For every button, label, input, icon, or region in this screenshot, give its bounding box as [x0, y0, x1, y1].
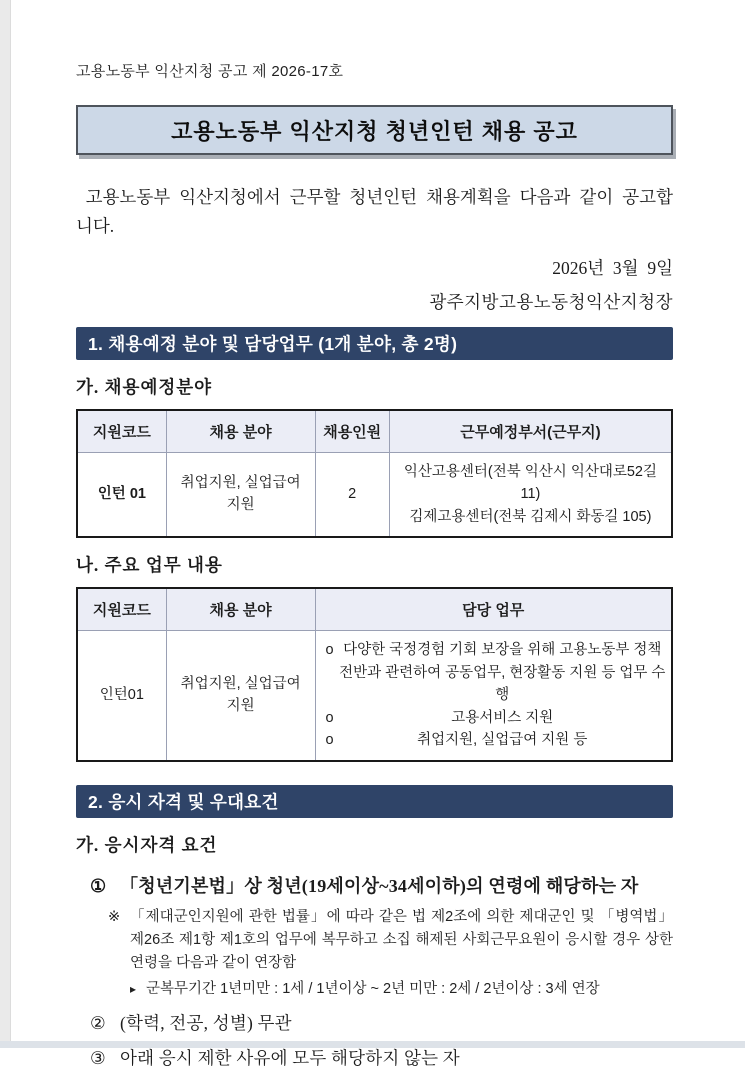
item-text: 「청년기본법」상 청년(19세이상~34세이하)의 연령에 해당하는 자	[120, 875, 639, 896]
service-period-extension	[130, 978, 673, 1000]
duty-bullet: o	[325, 732, 334, 749]
table2-header-duty: 담당 업무	[315, 588, 672, 631]
note-text: 「제대군인지원에 관한 법률」에 따라 같은 법 제2조에 의한 제대군인 및 「병역법」 제26조 제1항 제1호의 업무에 복무하고 소집 해제된 사회근무요원이 응시할 경우 상한 연령을 다음과 같이 연장함	[130, 908, 673, 971]
document-title-box	[76, 105, 673, 155]
table1-cell-field: 취업지원, 실업급여 지원	[166, 452, 315, 537]
document-content	[76, 60, 673, 1071]
item-marker: ①	[90, 875, 107, 896]
duty-item	[321, 707, 667, 729]
eligibility-item-1	[90, 873, 673, 900]
section1-subheading-a: 가. 채용예정분야	[76, 376, 213, 397]
table1-cell-code: 인턴 01	[77, 452, 166, 537]
table1-row	[77, 452, 672, 537]
duty-bullet: o	[325, 642, 334, 659]
note-marker: ※	[108, 908, 121, 925]
table2-cell-code: 인턴01	[77, 631, 166, 761]
table2-header-code: 지원코드	[77, 588, 166, 631]
section1-subheading-b: 나. 주요 업무 내용	[76, 555, 223, 576]
section1-heading-bar: 1. 채용예정 분야 및 담당업무 (1개 분야, 총 2명)	[76, 327, 673, 360]
item-marker: ②	[90, 1012, 106, 1033]
veteran-age-note	[108, 906, 673, 976]
duty-text: 취업지원, 실업급여 지원 등	[417, 732, 588, 749]
table1-cell-workplace	[389, 452, 672, 537]
section2-heading-bar: 2. 응시 자격 및 우대요건	[76, 785, 673, 818]
notice-number: 고용노동부 익산지청 공고 제 2026-17호	[76, 63, 344, 80]
table2-header-row	[77, 588, 672, 631]
table1-header-field: 채용 분야	[166, 410, 315, 453]
eligibility-item-3	[90, 1045, 673, 1071]
item-marker: ③	[90, 1047, 106, 1068]
table2-header-field: 채용 분야	[166, 588, 315, 631]
table2-cell-duties	[315, 631, 672, 761]
triangle-bullet-icon: ▸	[130, 982, 137, 997]
intro-paragraph: 고용노동부 익산지청에서 근무할 청년인턴 채용계획을 다음과 같이 공고합니다.	[76, 187, 673, 237]
table1-header-code: 지원코드	[77, 410, 166, 453]
table1-header-count: 채용인원	[315, 410, 389, 453]
extension-text: 군복무기간 1년미만 : 1세 / 1년이상 ~ 2년 미만 : 2세 / 2년이상 : 3세 연장	[146, 981, 600, 998]
table1-header-row	[77, 410, 672, 453]
document-title: 고용노동부 익산지청 청년인턴 채용 공고	[171, 118, 578, 144]
announcing-authority: 광주지방고용노동청익산지청장	[429, 291, 673, 312]
table1-header-workplace: 근무예정부서(근무지)	[389, 410, 672, 453]
workplace-line: 익산고용센터(전북 익산시 익산대로52길 11)	[403, 463, 657, 503]
item-text: 아래 응시 제한 사유에 모두 해당하지 않는 자	[120, 1047, 460, 1068]
item-text: (학력, 전공, 성별) 무관	[120, 1012, 292, 1033]
duty-item	[321, 639, 667, 706]
table2-row	[77, 631, 672, 761]
duty-bullet: o	[325, 709, 334, 726]
table1-cell-count: 2	[315, 452, 389, 537]
main-duties-table	[76, 587, 673, 761]
workplace-line: 김제고용센터(전북 김제시 화동길 105)	[409, 508, 652, 525]
section2-subheading-a: 가. 응시자격 요건	[76, 834, 218, 855]
recruitment-field-table	[76, 409, 673, 538]
duty-text: 고용서비스 지원	[451, 709, 554, 726]
table2-cell-field: 취업지원, 실업급여 지원	[166, 631, 315, 761]
page-left-edge	[0, 0, 11, 1048]
duty-item	[321, 729, 667, 751]
duty-text: 다양한 국정경험 기회 보장을 위해 고용노동부 정책 전반과 관련하여 공동업무, 현장활동 지원 등 업무 수행	[339, 642, 666, 704]
eligibility-item-2	[90, 1010, 673, 1036]
announcement-date: 2026년 3월 9일	[552, 257, 673, 278]
